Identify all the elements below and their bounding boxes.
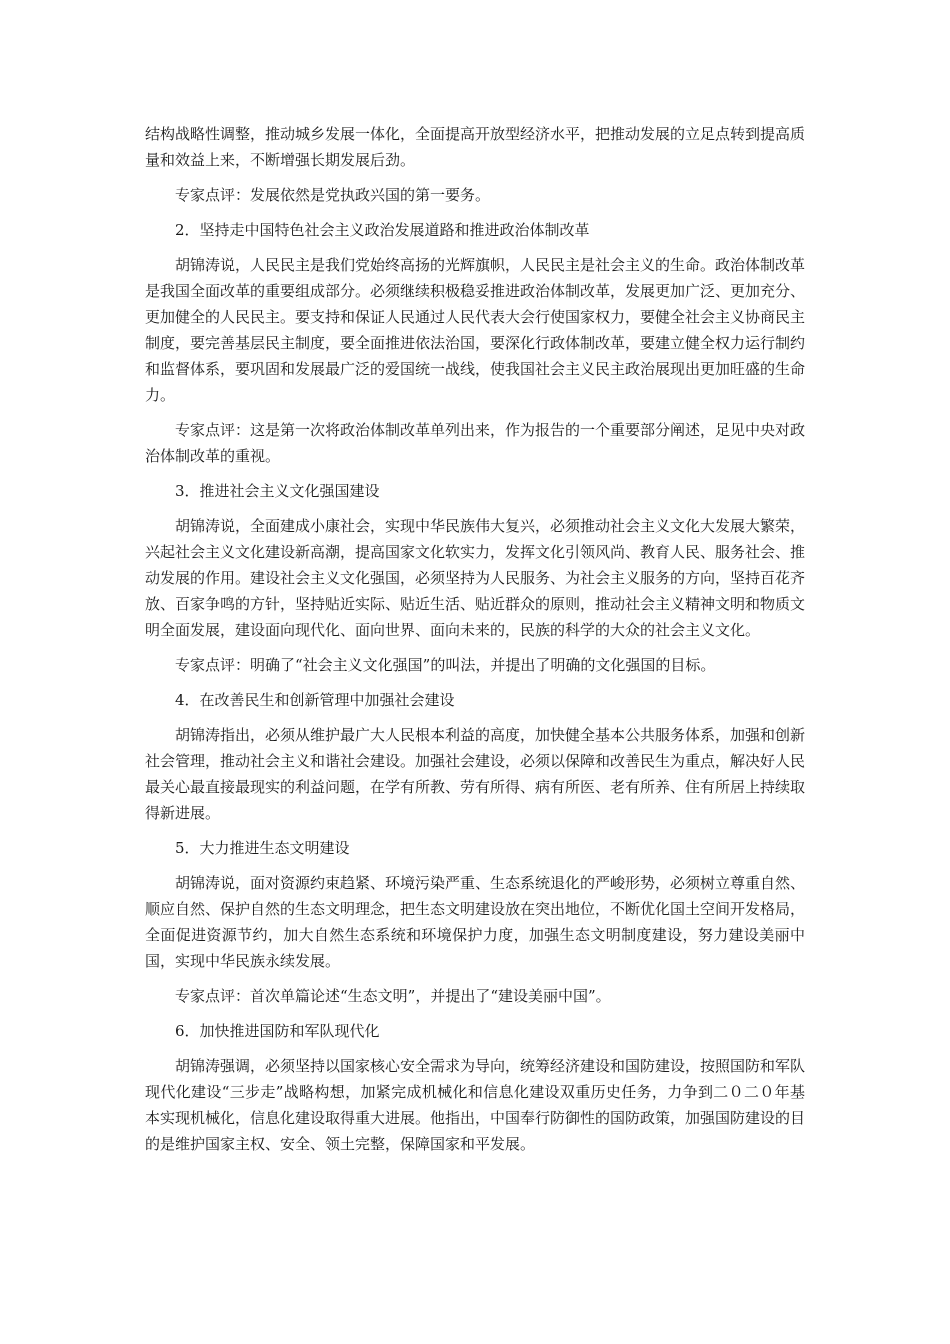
expert-comment: 专家点评：明确了“社会主义文化强国”的叫法，并提出了明确的文化强国的目标。 xyxy=(175,656,716,674)
body-paragraph: 胡锦涛强调，必须坚持以国家核心安全需求为导向，统筹经济建设和国防建设，按照国防和军队现代化建设“三步走”战略构想，加紧完成机械化和信息化建设双重历史任务，力争到二０二０年基本实现机械化，信息化建设取得重大进展。他指出，中国奉行防御性的国防政策，加强国防建设的目的是维护国家主权、安全、领土完整，保障国家和平发展。 xyxy=(145,1057,806,1153)
expert-comment: 专家点评：这是第一次将政治体制改革单列出来，作为报告的一个重要部分阐述，足见中央对政治体制改革的重视。 xyxy=(145,421,806,465)
document-page xyxy=(145,121,805,1166)
section-heading: 2．坚持走中国特色社会主义政治发展道路和推进政治体制改革 xyxy=(175,221,590,239)
body-paragraph: 结构战略性调整，推动城乡发展一体化，全面提高开放型经济水平，把推动发展的立足点转到提高质量和效益上来，不断增强长期发展后劲。 xyxy=(145,125,806,169)
section-heading: 3．推进社会主义文化强国建设 xyxy=(175,482,380,500)
section-heading: 6．加快推进国防和军队现代化 xyxy=(175,1022,380,1040)
body-paragraph: 胡锦涛说，全面建成小康社会，实现中华民族伟大复兴，必须推动社会主义文化大发展大繁荣，兴起社会主义文化建设新高潮，提高国家文化软实力，发挥文化引领风尚、教育人民、服务社会、推动发展的作用。建设社会主义文化强国，必须坚持为人民服务、为社会主义服务的方向，坚持百花齐放、百家争鸣的方针，坚持贴近实际、贴近生活、贴近群众的原则，推动社会主义精神文明和物质文明全面发展，建设面向现代化、面向世界、面向未来的，民族的科学的大众的社会主义文化。 xyxy=(145,517,806,639)
section-heading: 4．在改善民生和创新管理中加强社会建设 xyxy=(175,691,455,709)
body-paragraph: 胡锦涛说，人民民主是我们党始终高扬的光辉旗帜，人民民主是社会主义的生命。政治体制改革是我国全面改革的重要组成部分。必须继续积极稳妥推进政治体制改革，发展更加广泛、更加充分、更加健全的人民民主。要支持和保证人民通过人民代表大会行使国家权力，要健全社会主义协商民主制度，要完善基层民主制度，要全面推进依法治国，要深化行政体制改革，要建立健全权力运行制约和监督体系，要巩固和发展最广泛的爱国统一战线，使我国社会主义民主政治展现出更加旺盛的生命力。 xyxy=(145,256,806,404)
body-paragraph: 胡锦涛指出，必须从维护最广大人民根本利益的高度，加快健全基本公共服务体系，加强和创新社会管理，推动社会主义和谐社会建设。加强社会建设，必须以保障和改善民生为重点，解决好人民最关心最直接最现实的利益问题，在学有所教、劳有所得、病有所医、老有所养、住有所居上持续取得新进展。 xyxy=(145,726,806,822)
expert-comment: 专家点评：发展依然是党执政兴国的第一要务。 xyxy=(175,186,491,204)
body-paragraph: 胡锦涛说，面对资源约束趋紧、环境污染严重、生态系统退化的严峻形势，必须树立尊重自然、顺应自然、保护自然的生态文明理念，把生态文明建设放在突出地位，不断优化国土空间开发格局，全面促进资源节约，加大自然生态系统和环境保护力度，加强生态文明制度建设，努力建设美丽中国，实现中华民族永续发展。 xyxy=(145,874,806,970)
expert-comment: 专家点评：首次单篇论述“生态文明”，并提出了“建设美丽中国”。 xyxy=(175,987,611,1005)
section-heading: 5．大力推进生态文明建设 xyxy=(175,839,350,857)
